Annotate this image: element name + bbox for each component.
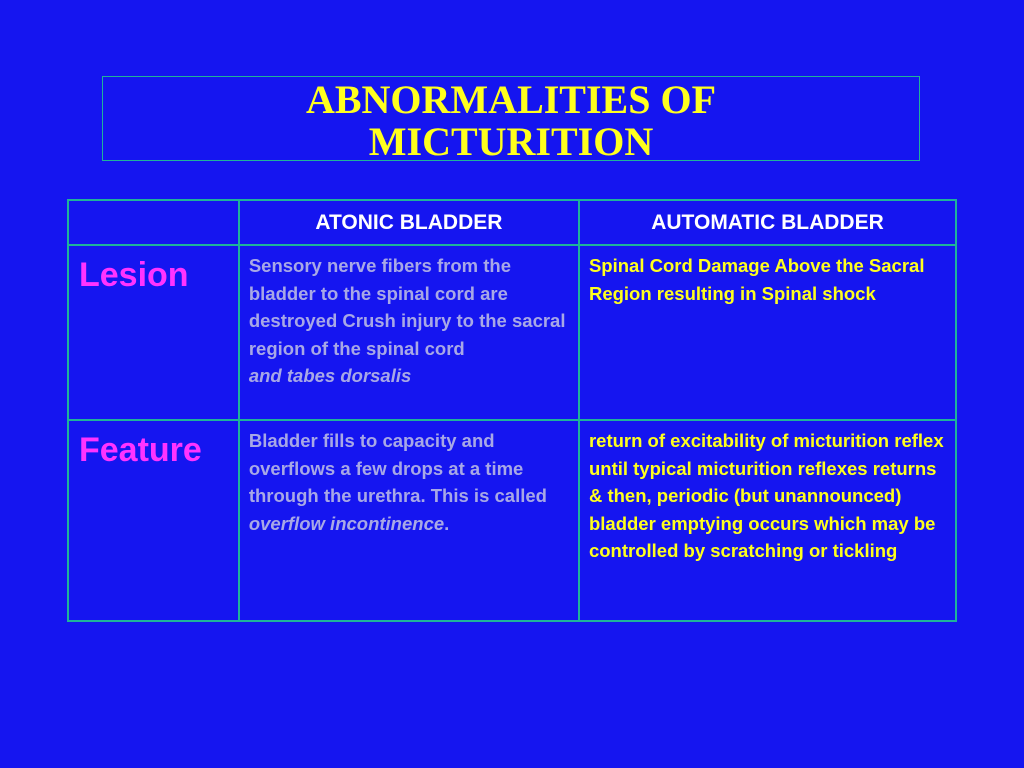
header-automatic-bladder: AUTOMATIC BLADDER xyxy=(579,200,956,245)
cell-lesion-atonic xyxy=(239,245,579,420)
cell-feature-atonic-text: Bladder fills to capacity and overflows a few drops at a time through the urethra. This is called xyxy=(248,430,547,506)
row-label-feature: Feature xyxy=(68,420,239,621)
comparison-table xyxy=(67,199,957,622)
table-row-feature xyxy=(68,420,956,621)
cell-lesion-atonic-italic: and tabes dorsalis xyxy=(248,365,412,386)
slide-title xyxy=(102,76,920,164)
title-line-2: MICTURITION xyxy=(368,119,654,164)
cell-feature-atonic-suffix: . xyxy=(444,512,450,534)
table-row-lesion xyxy=(68,245,956,420)
row-label-lesion: Lesion xyxy=(68,245,239,420)
cell-lesion-automatic: Spinal Cord Damage Above the Sacral Region resulting in Spinal shock xyxy=(579,245,956,420)
cell-feature-atonic-italic: overflow incontinence xyxy=(248,512,445,534)
title-line-1: ABNORMALITIES OF xyxy=(305,77,717,122)
cell-lesion-atonic-text: Sensory nerve fibers from the bladder to the spinal cord are destroyed Crush injury to the sacral region of the spinal cord xyxy=(248,255,566,359)
header-row xyxy=(68,200,956,245)
header-empty-cell xyxy=(68,200,239,245)
header-atonic-bladder: ATONIC BLADDER xyxy=(239,200,579,245)
cell-feature-automatic: return of excitability of micturition reflex until typical micturition reflexes returns & then, periodic (but unannounced) bladder emptying occurs which may be controlled by scratching or tickling xyxy=(579,420,956,621)
cell-feature-atonic xyxy=(239,420,579,621)
